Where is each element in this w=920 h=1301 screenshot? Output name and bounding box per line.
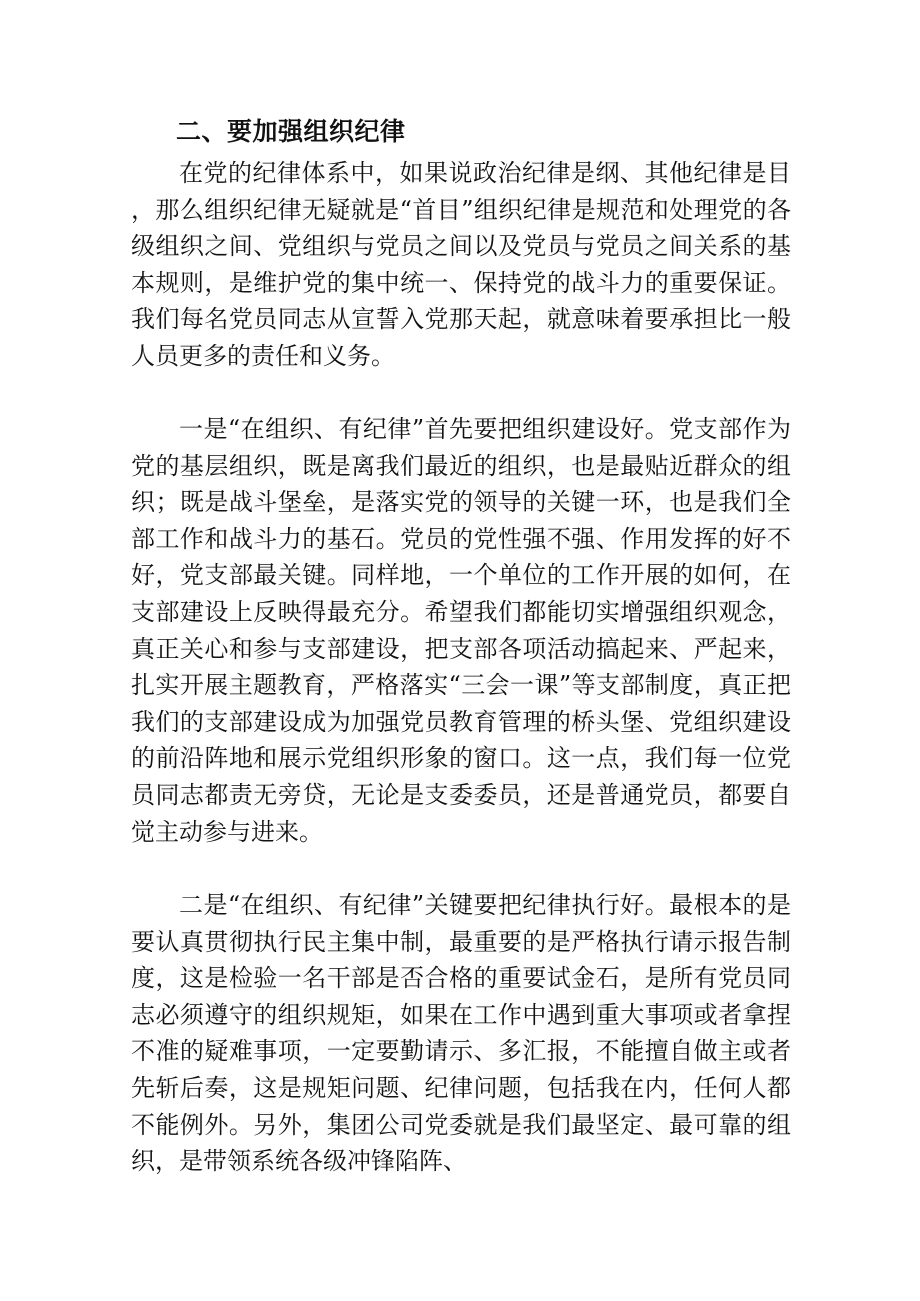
paragraph-discipline-enforcement: 二是“在组织、有纪律”关键要把纪律执行好。最根本的是要认真贯彻执行民主集中制，最重要的是严格执行请示报告制度，这是检验一名干部是否合格的重要试金石，是所有党员同志必须遵守的组织规矩，如果在工作中遇到重大事项或者拿捏不准的疑难事项，一定要勤请示、多汇报，不能擅自做主或者先斩后奏，这是规矩问题、纪律问题，包括我在内，任何人都不能例外。另外，集团公司党委就是我们最坚定、最可靠的组织，是带领系统各级冲锋陷阵、 — [131, 891, 791, 1176]
paragraph-organization-building: 一是“在组织、有纪律”首先要把组织建设好。党支部作为党的基层组织，既是离我们最近的组织，也是最贴近群众的组织；既是战斗堡垒，是落实党的领导的关键一环，也是我们全部工作和战斗力的基石。党员的党性强不强、作用发挥的好不好，党支部最关键。同样地，一个单位的工作开展的如何，在支部建设上反映得最充分。希望我们都能切实增强组织观念，真正关心和参与支部建设，把支部各项活动搞起来、严起来，扎实开展主题教育，严格落实“三会一课”等支部制度，真正把我们的支部建设成为加强党员教育管理的桥头堡、党组织建设的前沿阵地和展示党组织形象的窗口。这一点，我们每一位党员同志都责无旁贷，无论是支委委员，还是普通党员，都要自觉主动参与进来。 — [131, 415, 791, 846]
section-heading: 二、要加强组织纪律 — [176, 117, 406, 146]
paragraph-organizational-discipline-intro: 在党的纪律体系中，如果说政治纪律是纲、其他纪律是目，那么组织纪律无疑就是“首目”组织纪律是规范和处理党的各级组织之间、党组织与党员之间以及党员与党员之间关系的基本规则，是维护党的集中统一、保持党的战斗力的重要保证。我们每名党员同志从宣誓入党那天起，就意味着要承担比一般人员更多的责任和义务。 — [131, 159, 791, 370]
